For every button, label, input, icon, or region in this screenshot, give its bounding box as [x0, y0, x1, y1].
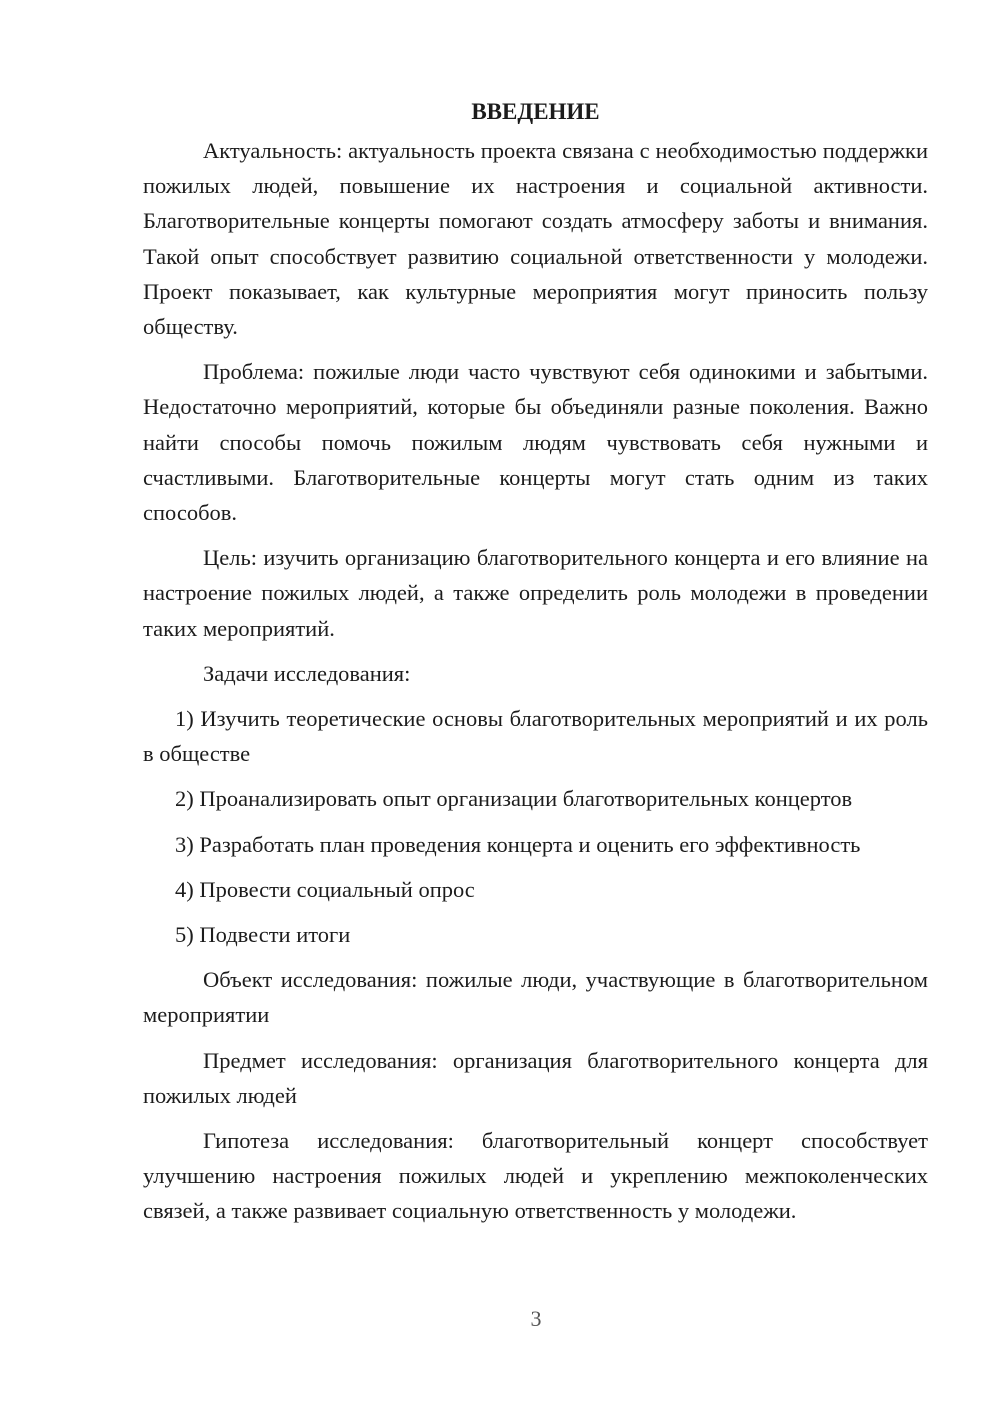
object-paragraph: Объект исследования: пожилые люди, участвующие в благотворительном мероприятии [143, 967, 928, 1028]
task-item: 1) Изучить теоретические основы благотворительных мероприятий и их роль в обществе [143, 706, 928, 767]
task-item: 2) Проанализировать опыт организации благотворительных концертов [175, 786, 853, 812]
subject-paragraph: Предмет исследования: организация благотворительного концерта для пожилых людей [143, 1047, 928, 1108]
page-number: 3 [530, 1306, 542, 1331]
page-content [143, 94, 928, 1229]
task-item: 3) Разработать план проведения концерта и оценить его эффективность [175, 831, 861, 857]
hypothesis-paragraph: Гипотеза исследования: благотворительный концерт способствует улучшению настроения пожилых людей и укреплению межпоколенческих связей, а также развивает социальную ответственность у молодежи. [143, 1128, 928, 1224]
tasks-heading: Задачи исследования: [203, 660, 411, 686]
problem-paragraph: Проблема: пожилые люди часто чувствуют себя одинокими и забытыми. Недостаточно мероприятий, которые бы объединяли разные поколения. Важно найти способы помочь пожилым людям чувствовать себя нужными и счастливыми. Благотворительные концерты могут стать одним из таких способов. [143, 359, 928, 526]
relevance-paragraph: Актуальность: актуальность проекта связана с необходимостью поддержки пожилых людей, повышение их настроения и социальной активности. Благотворительные концерты помогают создать атмосферу заботы и внимания. Такой опыт способствует развитию социальной ответственности у молодежи. Проект показывает, как культурные мероприятия могут приносить пользу обществу. [143, 138, 928, 340]
task-item: 4) Провести социальный опрос [175, 876, 475, 902]
page-title: ВВЕДЕНИЕ [471, 99, 600, 124]
task-item: 5) Подвести итоги [175, 922, 351, 948]
goal-paragraph: Цель: изучить организацию благотворительного концерта и его влияние на настроение пожилых людей, а также определить роль молодежи в проведении таких мероприятий. [143, 545, 928, 641]
